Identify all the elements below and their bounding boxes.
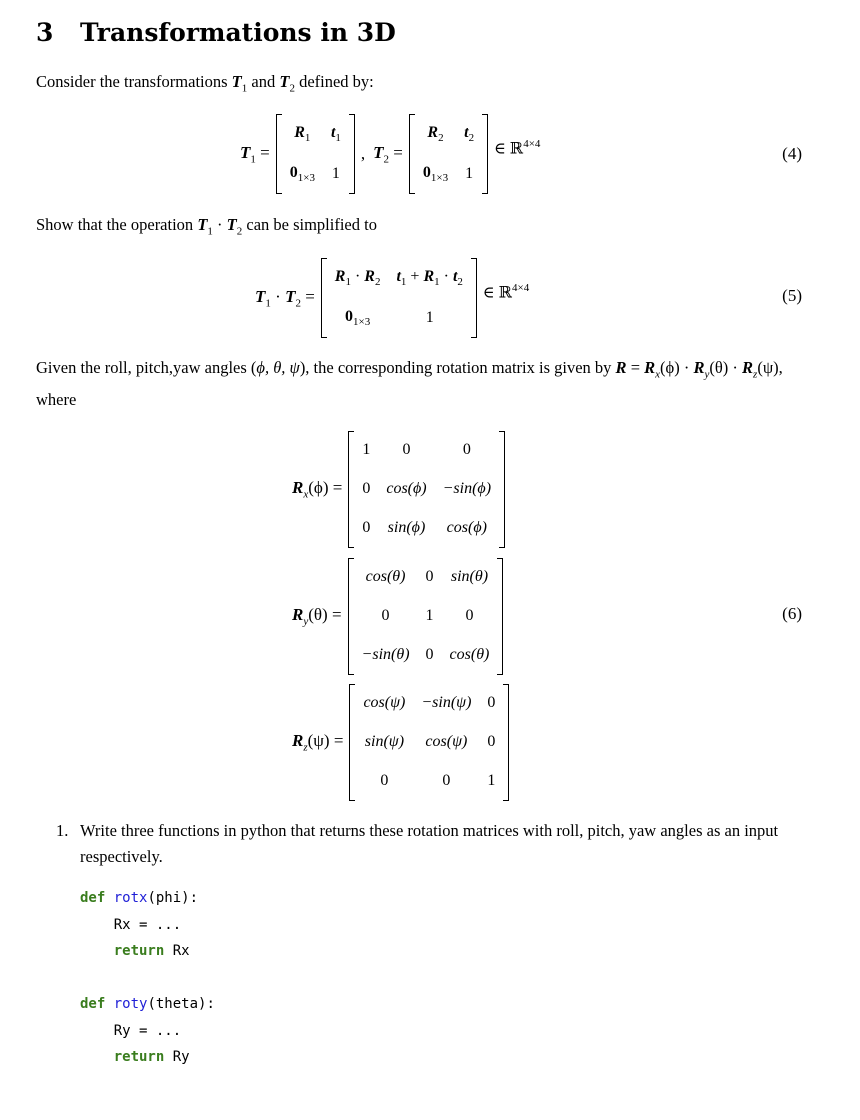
matrix-row bbox=[354, 509, 499, 548]
rx-matrix bbox=[348, 431, 505, 548]
code-args: (phi): bbox=[147, 890, 199, 906]
rx-sub: x bbox=[655, 368, 661, 381]
rotation-dot-2: · bbox=[728, 358, 743, 377]
eq5-rr: $R_1 \cdot R_2$ bbox=[334, 267, 381, 289]
rotation-dot: · bbox=[679, 358, 690, 377]
eq5-zero: $0_{1\times 3}$ bbox=[345, 307, 371, 329]
product-dot: · bbox=[212, 215, 227, 234]
product-b-sub: 2 bbox=[236, 225, 243, 238]
rotation-text-a: Given the roll, pitch,yaw angles ( bbox=[36, 358, 257, 377]
ry-lhs: $R_y(\theta)$ = bbox=[292, 604, 342, 628]
matrix-row bbox=[354, 558, 498, 597]
m1-zero: $0_{1\times 3}$ bbox=[289, 163, 315, 185]
angles: ϕ, θ, ψ bbox=[256, 358, 300, 377]
equation-number-6: (6) bbox=[782, 604, 802, 623]
equation-5 bbox=[0, 258, 860, 338]
code-return-value: Ry bbox=[172, 1049, 190, 1065]
task-item-marker: 1. bbox=[56, 821, 69, 840]
m2-r: $R_2$ bbox=[427, 123, 444, 145]
matrix-cell: 0 bbox=[381, 607, 390, 624]
equation-number-5: (5) bbox=[782, 286, 802, 305]
matrix-row bbox=[355, 723, 503, 762]
ry-matrix bbox=[348, 558, 504, 675]
matrix-cell: cos(ψ) bbox=[425, 733, 468, 750]
rx-symbol: R bbox=[644, 358, 656, 377]
section-heading bbox=[36, 18, 396, 47]
equation-number-4: (4) bbox=[782, 144, 802, 163]
matrix-cell: cos(θ) bbox=[365, 568, 406, 585]
task-item-text: Write three functions in python that returns these rotation matrices with roll, pitch, yaw angles as an input respectively. bbox=[80, 821, 779, 866]
matrix-row bbox=[354, 597, 498, 636]
intro-paragraph bbox=[36, 69, 806, 101]
matrix-cell: 0 bbox=[442, 772, 451, 789]
product-a-sub: 1 bbox=[207, 225, 213, 238]
ry-arg: (θ) bbox=[709, 358, 729, 377]
ry-symbol: R bbox=[693, 358, 705, 377]
code-function-name: roty bbox=[113, 996, 148, 1012]
code-keyword-return: return bbox=[113, 1049, 165, 1065]
matrix-cell: 0 bbox=[487, 694, 496, 711]
rotation-equals: = bbox=[626, 358, 645, 377]
matrix-cell: cos(ϕ) bbox=[386, 480, 427, 497]
matrix-cell: cos(θ) bbox=[449, 646, 490, 663]
show-paragraph bbox=[36, 212, 806, 244]
intro-text-end: defined by: bbox=[294, 72, 374, 91]
matrix-row bbox=[355, 762, 503, 801]
code-args: (theta): bbox=[147, 996, 215, 1012]
equation-4 bbox=[0, 114, 860, 194]
eq5-matrix bbox=[321, 258, 477, 338]
t2-subscript: 2 bbox=[289, 82, 295, 95]
eq5-membership: ∈ ℝ$^{4\times 4}$ bbox=[482, 282, 530, 302]
matrix-cell: −sin(θ) bbox=[361, 646, 410, 663]
matrix-cell: sin(ϕ) bbox=[387, 519, 426, 536]
code-keyword-def: def bbox=[80, 996, 106, 1012]
rz-symbol: R bbox=[742, 358, 754, 377]
eq5-lhs: $T_1 \cdot T_2$ = bbox=[255, 286, 315, 310]
matrix-cell: 0 bbox=[402, 441, 411, 458]
and-text: and bbox=[247, 72, 280, 91]
rotation-symbol: R bbox=[615, 358, 627, 377]
code-assign: Rx = ... bbox=[113, 916, 182, 933]
matrix-cell: sin(θ) bbox=[450, 568, 489, 585]
matrix-cell: 0 bbox=[425, 646, 434, 663]
code-block-roty bbox=[80, 991, 215, 1071]
task-item-1 bbox=[56, 818, 804, 870]
matrix-cell: 0 bbox=[380, 772, 389, 789]
rx-matrix-table bbox=[354, 431, 499, 548]
product-a: T bbox=[197, 215, 208, 234]
matrix-row bbox=[354, 636, 498, 675]
matrix-cell: 0 bbox=[462, 441, 471, 458]
ry-sub: y bbox=[704, 368, 710, 381]
matrix-cell: cos(ϕ) bbox=[446, 519, 487, 536]
m1-r: $R_1$ bbox=[294, 123, 311, 145]
matrix-cell: 0 bbox=[465, 607, 474, 624]
section-number: 3 bbox=[36, 18, 54, 47]
t2-symbol: T bbox=[279, 72, 290, 91]
matrix-cell: 0 bbox=[425, 568, 434, 585]
eq4-lhs-t2: $T_2$ = bbox=[373, 142, 403, 166]
rz-lhs: $R_z(\psi)$ = bbox=[292, 730, 344, 754]
eq5-tt: $t_1 + R_1 \cdot t_2$ bbox=[396, 267, 463, 289]
code-keyword-def: def bbox=[80, 890, 106, 906]
eq4-comma: , bbox=[360, 144, 366, 163]
rx-lhs: $R_x(\phi)$ = bbox=[292, 477, 343, 501]
m2-zero: $0_{1\times 3}$ bbox=[422, 163, 449, 185]
rx-arg: (ϕ) bbox=[660, 358, 680, 377]
rz-matrix bbox=[349, 684, 509, 801]
matrix-cell: −sin(ψ) bbox=[421, 694, 472, 711]
show-text: Show that the operation bbox=[36, 215, 198, 234]
show-text-end: can be simplified to bbox=[242, 215, 377, 234]
matrix-cell: −sin(ϕ) bbox=[442, 480, 492, 497]
intro-text: Consider the transformations bbox=[36, 72, 232, 91]
matrix-row bbox=[354, 470, 499, 509]
eq5-one: 1 bbox=[425, 309, 434, 326]
matrix-cell: 1 bbox=[362, 441, 371, 458]
rz-sub: z bbox=[753, 368, 758, 381]
code-function-name: rotx bbox=[113, 890, 148, 906]
rotation-paragraph bbox=[36, 355, 806, 413]
equation-6-rz bbox=[0, 683, 860, 801]
rz-matrix-table bbox=[355, 684, 503, 801]
matrix-cell: 0 bbox=[362, 519, 371, 536]
m2-t: $t_2$ bbox=[464, 123, 475, 145]
eq4-membership: ∈ ℝ$^{4\times 4}$ bbox=[494, 138, 541, 158]
code-keyword-return: return bbox=[113, 943, 165, 959]
matrix-row bbox=[354, 431, 499, 470]
eq4-lhs-t1: $T_1$ = bbox=[240, 142, 270, 166]
m2-one: 1 bbox=[465, 165, 474, 182]
matrix-row bbox=[355, 684, 503, 723]
matrix-cell: 0 bbox=[362, 480, 371, 497]
rotation-text-b: ), the corresponding rotation matrix is given by bbox=[299, 358, 616, 377]
equation-6-rx bbox=[0, 430, 860, 548]
m1-t: $t_1$ bbox=[330, 123, 341, 145]
eq4-matrix-t1 bbox=[276, 114, 355, 194]
eq4-matrix-t2 bbox=[409, 114, 488, 194]
matrix-cell: 1 bbox=[487, 772, 496, 789]
code-return-value: Rx bbox=[172, 943, 190, 959]
matrix-cell: cos(ψ) bbox=[363, 694, 406, 711]
rz-arg: (ψ) bbox=[757, 358, 779, 377]
rotation-text-c: , where bbox=[36, 358, 783, 410]
t1-symbol: T bbox=[231, 72, 242, 91]
code-block-rotx bbox=[80, 885, 198, 965]
matrix-cell: 1 bbox=[425, 607, 434, 624]
code-assign: Ry = ... bbox=[113, 1022, 182, 1039]
section-title: Transformations in 3D bbox=[80, 18, 396, 47]
m1-one: 1 bbox=[331, 165, 340, 182]
matrix-cell: 0 bbox=[487, 733, 496, 750]
equation-6-ry bbox=[0, 557, 860, 675]
ry-matrix-table bbox=[354, 558, 498, 675]
t1-subscript: 1 bbox=[241, 82, 248, 95]
matrix-cell: sin(ψ) bbox=[364, 733, 405, 750]
product-b: T bbox=[226, 215, 237, 234]
